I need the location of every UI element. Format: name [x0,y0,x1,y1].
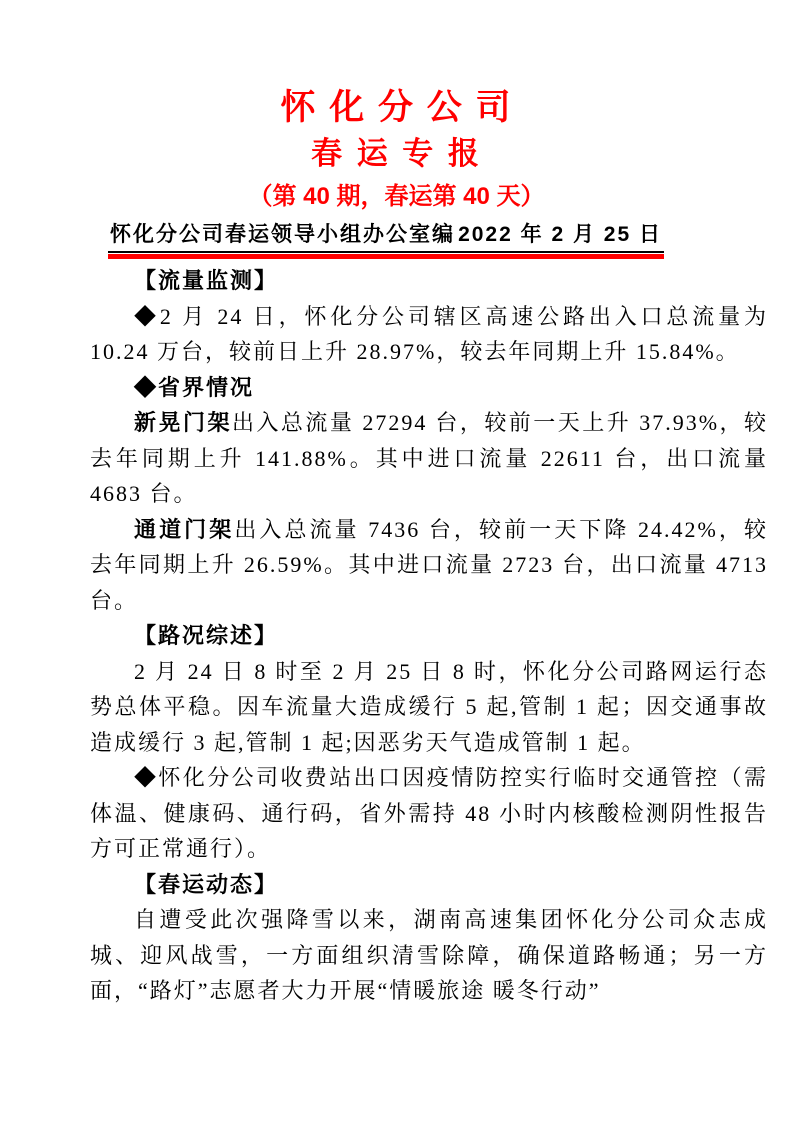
paragraph-text: 自遭受此次强降雪以来，湖南高速集团怀化分公司众志成城、迎风战雪，一方面组织清雪除障，确保道路畅通；另一方面，“路灯”志愿者大力开展“情暖旅途 暖冬行动” [90,907,768,1003]
section-heading: 【春运动态】 [134,871,279,897]
masthead-date: 2022 年 2 月 25 日 [458,223,662,246]
doc-body [90,263,768,1009]
paragraph-lead: ◆省界情况 [134,374,255,400]
paragraph-text: 出入总流量 7436 台，较前一天下降 24.42%，较去年同期上升 26.59%。其中进口流量 2723 台，出口流量 4713 台。 [90,516,768,613]
section-spring-festival-news [90,867,768,1009]
paragraph [90,299,768,370]
section-traffic-monitor [90,263,768,618]
doc-header [0,0,793,259]
paragraph-lead: 新晃门架 [134,410,232,435]
paragraph [90,405,768,512]
paragraph-text: 出入总流量 27294 台，较前一天上升 37.93%，较去年同期上升 141.88%。其中进口流量 22611 台，出口流量 4683 台。 [90,410,768,506]
section-road-conditions [90,618,768,867]
masthead-editor: 怀化分公司春运领导小组办公室编 [110,223,455,246]
section-heading: 【流量监测】 [134,268,279,293]
masthead [108,218,664,259]
paragraph-text: ◆怀化分公司收费站出口因疫情防控实行临时交通管控（需体温、健康码、通行码，省外需持 48 小时内核酸检测阴性报告方可正常通行）。 [90,765,768,861]
paragraph [90,512,768,619]
section-heading: 【路况综述】 [134,623,279,648]
red-divider [108,254,664,259]
paragraph [90,902,768,1009]
paragraph-lead: 通道门架 [134,516,235,542]
issue-info: （第 40 期，春运第 40 天） [248,183,545,210]
paragraph-text: 2 月 24 日 8 时至 2 月 25 日 8 时，怀化分公司路网运行态势总体平稳。因车流量大造成缓行 5 起,管制 1 起；因交通事故造成缓行 3 起,管制 1 起;因恶劣天气造成管制 1 起。 [90,658,768,755]
paragraph [90,654,768,761]
paragraph [90,760,768,867]
report-title: 春 运 专 报 [311,136,482,171]
paragraph-text: ◆2 月 24 日，怀化分公司辖区高速公路出入口总流量为 10.24 万台，较前日上升 28.97%，较去年同期上升 15.84%。 [90,303,768,364]
subsection-heading [90,370,768,406]
company-title: 怀 化 分 公 司 [280,88,513,127]
